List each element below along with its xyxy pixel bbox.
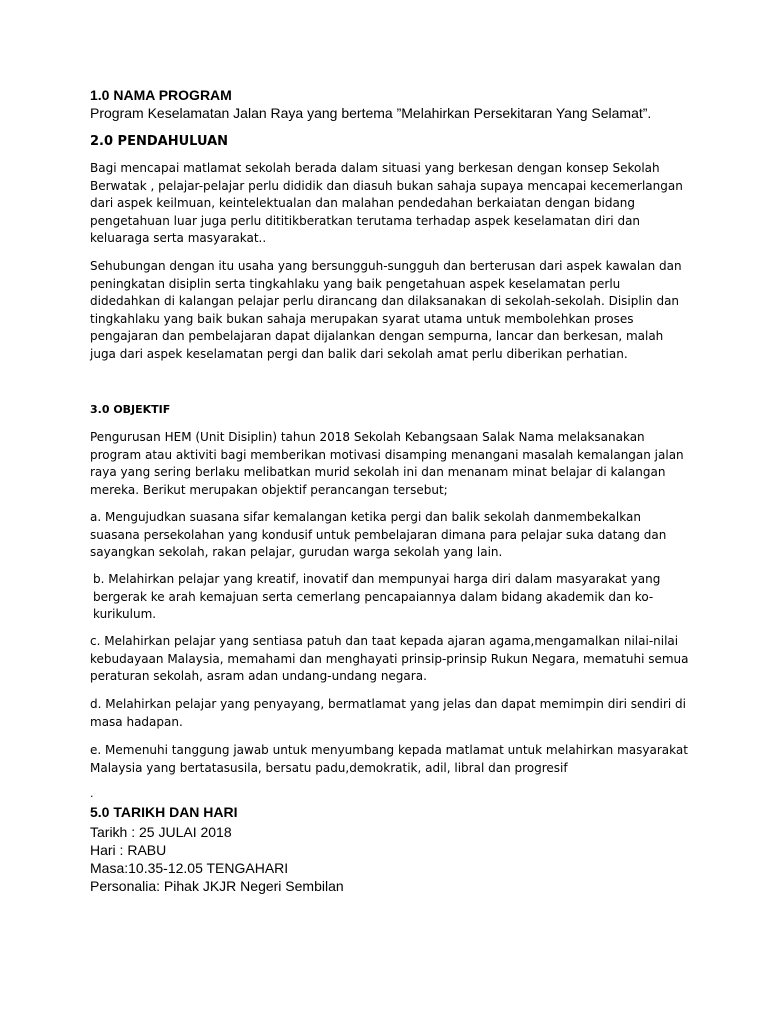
section-1-text: Program Keselamatan Jalan Raya yang bertema ”Melahirkan Persekitaran Yang Selamat”. <box>90 105 652 121</box>
date-line: Tarikh : 25 JULAI 2018 <box>90 824 232 840</box>
objective-item-e: e. Memenuhi tanggung jawab untuk menyumbang kepada matlamat untuk melahirkan masyarakat Malaysia yang bertatasusila, bersatu padu,demokratik, adil, libral dan progresif <box>90 743 688 775</box>
section-1-heading: 1.0 NAMA PROGRAM <box>90 87 232 103</box>
objective-item-b: b. Melahirkan pelajar yang kreatif, inovatif dan mempunyai harga diri dalam masyarakat yang bergerak ke arah kemajuan serta cemerlang pencapaiannya dalam bidang akademik dan ko-kurikulum. <box>93 572 661 621</box>
day-line: Hari : RABU <box>90 842 167 858</box>
section-2-paragraph-2: Sehubungan dengan itu usaha yang bersungguh-sungguh dan berterusan dari aspek kawalan dan peningkatan disiplin serta tingkahlaku yang baik pengetahuan aspek keselamatan perlu didedahkan di kalangan pelajar perlu dirancang dan dilaksanakan di sekolah-sekolah. Disiplin dan tingkahlaku yang baik bukan sahaja merupakan syarat utama untuk membolehkan proses pengajaran dan pembelajaran dapat dijalankan dengan sempurna, lancar dan berkesan, malah juga dari aspek keselamatan pergi dan balik dari sekolah amat perlu diberikan perhatian. <box>90 259 682 361</box>
personnel-line: Personalia: Pihak JKJR Negeri Sembilan <box>90 878 344 894</box>
section-3-intro: Pengurusan HEM (Unit Disiplin) tahun 2018 Sekolah Kebangsaan Salak Nama melaksanakan program atau aktiviti bagi memberikan motivasi disamping menangani masalah kemalangan jalan raya yang sering berlaku melibatkan murid sekolah ini dan menanam minat belajar di kalangan mereka. Berikut merupakan objektif perancangan tersebut; <box>90 430 684 497</box>
stray-dot: . <box>90 787 94 800</box>
time-line: Masa:10.35-12.05 TENGAHARI <box>90 860 289 876</box>
section-3-heading: 3.0 OBJEKTIF <box>90 403 171 416</box>
section-2-heading: 2.0 PENDAHULUAN <box>90 134 229 149</box>
objective-item-d: d. Melahirkan pelajar yang penyayang, bermatlamat yang jelas dan dapat memimpin diri sendiri di masa hadapan. <box>90 697 686 729</box>
section-2-paragraph-1: Bagi mencapai matlamat sekolah berada dalam situasi yang berkesan dengan konsep Sekolah Berwatak , pelajar-pelajar perlu dididik dan diasuh bukan sahaja supaya mencapai kecemerlangan dari aspek keilmuan, keintelektualan dan malahan pendedahan berkaiatan dengan bidang pengetahuan luar juga perlu dititikberatkan terutama terhadap aspek keselamatan diri dan keluaraga serta masyarakat.. <box>90 161 683 245</box>
objective-item-a: a. Mengujudkan suasana sifar kemalangan ketika pergi dan balik sekolah danmembekalkan suasana persekolahan yang kondusif untuk pembelajaran dimana para pelajar suka datang dan sayangkan sekolah, rakan pelajar, gurudan warga sekolah yang lain. <box>90 510 667 559</box>
section-5-heading: 5.0 TARIKH DAN HARI <box>90 804 238 820</box>
objective-item-c: c. Melahirkan pelajar yang sentiasa patuh dan taat kepada ajaran agama,mengamalkan nilai-nilai kebudayaan Malaysia, memahami dan menghayati prinsip-prinsip Rukun Negara, mematuhi semua peraturan sekolah, asram adan undang-undang negara. <box>90 634 689 683</box>
